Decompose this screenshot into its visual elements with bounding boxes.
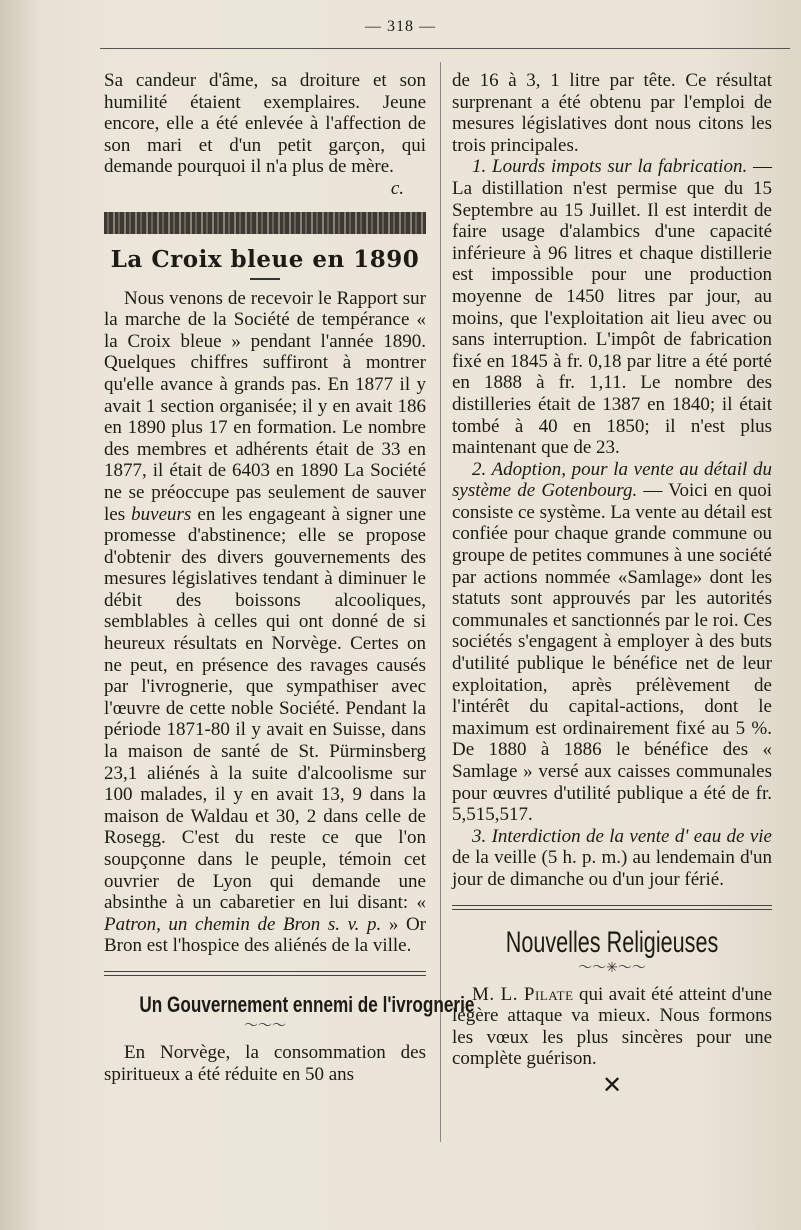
section-double-rule-right [452, 905, 772, 910]
article-continuation: de 16 à 3, 1 litre par tête. Ce résultat surprenant a été obtenu par l'emploi de mesures législatives dont nous citons les trois principales. [452, 70, 772, 156]
article-body-croix-bleue: Nous venons de recevoir le Rapport sur la marche de la Société de tempérance « la Croix bleue » pendant l'année 1890. Quelques chiffres suffiront à montrer qu'elle avance à grands pas. En 1877 il y avait 1 section organisée; il y en avait 186 en 1890 plus 17 en formation. Le nombre des membres et adhérents était de 33 en 1877, il était de 6403 en 1890 La Société ne se préoccupe pas seulement de sauver les buveurs en les engageant à signer une promesse d'abstinence; elle se propose d'obtenir des divers gouvernements des mesures législatives tendant à diminuer le débit des boissons alcooliques, semblables à celles qui ont donné de si heureux résultats en Norvège. Certes on ne peut, en présence des ravages causés par l'ivrognerie, que sympathiser avec l'œuvre de cette noble Société. Pendant la période 1871-80 il y avait en Suisse, dans la maison de santé de St. Pürminsberg 23,1 aliénés à la suite d'alcoolisme sur 100 malades, il y en avait 13, 9 dans la maison de Waldau et 30, 2 dans celle de Rosegg. C'est du reste ce que l'on soupçonne dans le peuple, témoin cet ouvrier de Lyon qui demande une absinthe à un cabaretier en lui disant: « Patron, un chemin de Bron s. v. p. » Or Bron est l'hospice des aliénés de la ville. [104, 287, 426, 957]
page-number: — 318 — [365, 18, 436, 35]
news-item: M. L. Pilate qui avait été atteint d'une légère attaque va mieux. Nous formons les vœux les plus sincères pour une complète guérison. [452, 983, 773, 1070]
obituary-text: Sa candeur d'âme, sa droiture et son humilité étaient exemplaires. Jeune encore, elle a été enlevée à l'affection de son mari et d'un petit garçon, qui demande pourquoi il n'a plus de mère. [104, 70, 426, 178]
measure-3: 3. Interdiction de la vente d' eau de vie de la veille (5 h. p. m.) au lendemain d'un jour de dimanche ou d'un jour férié. [452, 825, 772, 890]
article-title-gouvernement: Un Gouvernement ennemi de l'ivrognerie [139, 991, 475, 1017]
ornamental-divider [104, 212, 426, 234]
header-rule [100, 48, 790, 49]
article-body-gouvernement: En Norvège, la consommation des spiritueux a été réduite en 50 ans [104, 1041, 426, 1085]
measure-1: 1. Lourds impots sur la fabrication. — La distillation n'est permise que du 15 Septembre au 15 Juillet. Il est interdit de faire usage d'alambics d'une capacité inférieure à 96 litres et chaque distillerie est impossible pour une production moyenne de 1450 litres par jour, au moins, que l'exploitation ait lieu avec ou sans interruption. L'impôt de fabrication fixé en 1845 à fr. 0,18 par litre a été porté en 1888 à fr. 1,11. Le nombre des distilleries était de 1387 en 1840; il était tombé à 40 en 1850; il n'est plus maintenant que de 23. [452, 156, 772, 459]
right-column [452, 70, 772, 1098]
section-title-nouvelles-religieuses: Nouvelles Religieuses [505, 925, 719, 959]
measure-2: 2. Adoption, pour la vente au détail du système de Gotenbourg. — Voici en quoi consiste ce système. La vente au détail est confiée pour chaque grande commune ou groupe de petites communes à une société par actions nommée «Samlage» dont les statuts sont approuvés par les autorités communales et sanctionnés par le roi. Ces sociétés s'engagent à employer à des buts d'utilité publique le bénéfice net de leur exploitation, après prélèvement de l'intérêt du capital-actions, dont le maximum est ordinairement fixé au 5 %. De 1880 à 1886 le bénéfice des « Samlage » versé aux caisses communales pour œuvres d'utilité publique a été de fr. 5,515,517. [452, 458, 772, 826]
article-title-croix-bleue: La Croix bleue en 1890 [110, 245, 420, 273]
title-dash [250, 278, 280, 280]
left-column [104, 70, 475, 1085]
squiggle-ornament: ～～～ [244, 1018, 286, 1034]
column-divider [440, 62, 441, 1142]
obituary-signoff [104, 178, 426, 200]
squiggle-ornament-right: ～～✳～～ [578, 960, 646, 976]
obituary-signature: c. [390, 177, 404, 199]
end-cross-mark: ✕ [601, 1072, 623, 1099]
section-double-rule [104, 971, 426, 976]
